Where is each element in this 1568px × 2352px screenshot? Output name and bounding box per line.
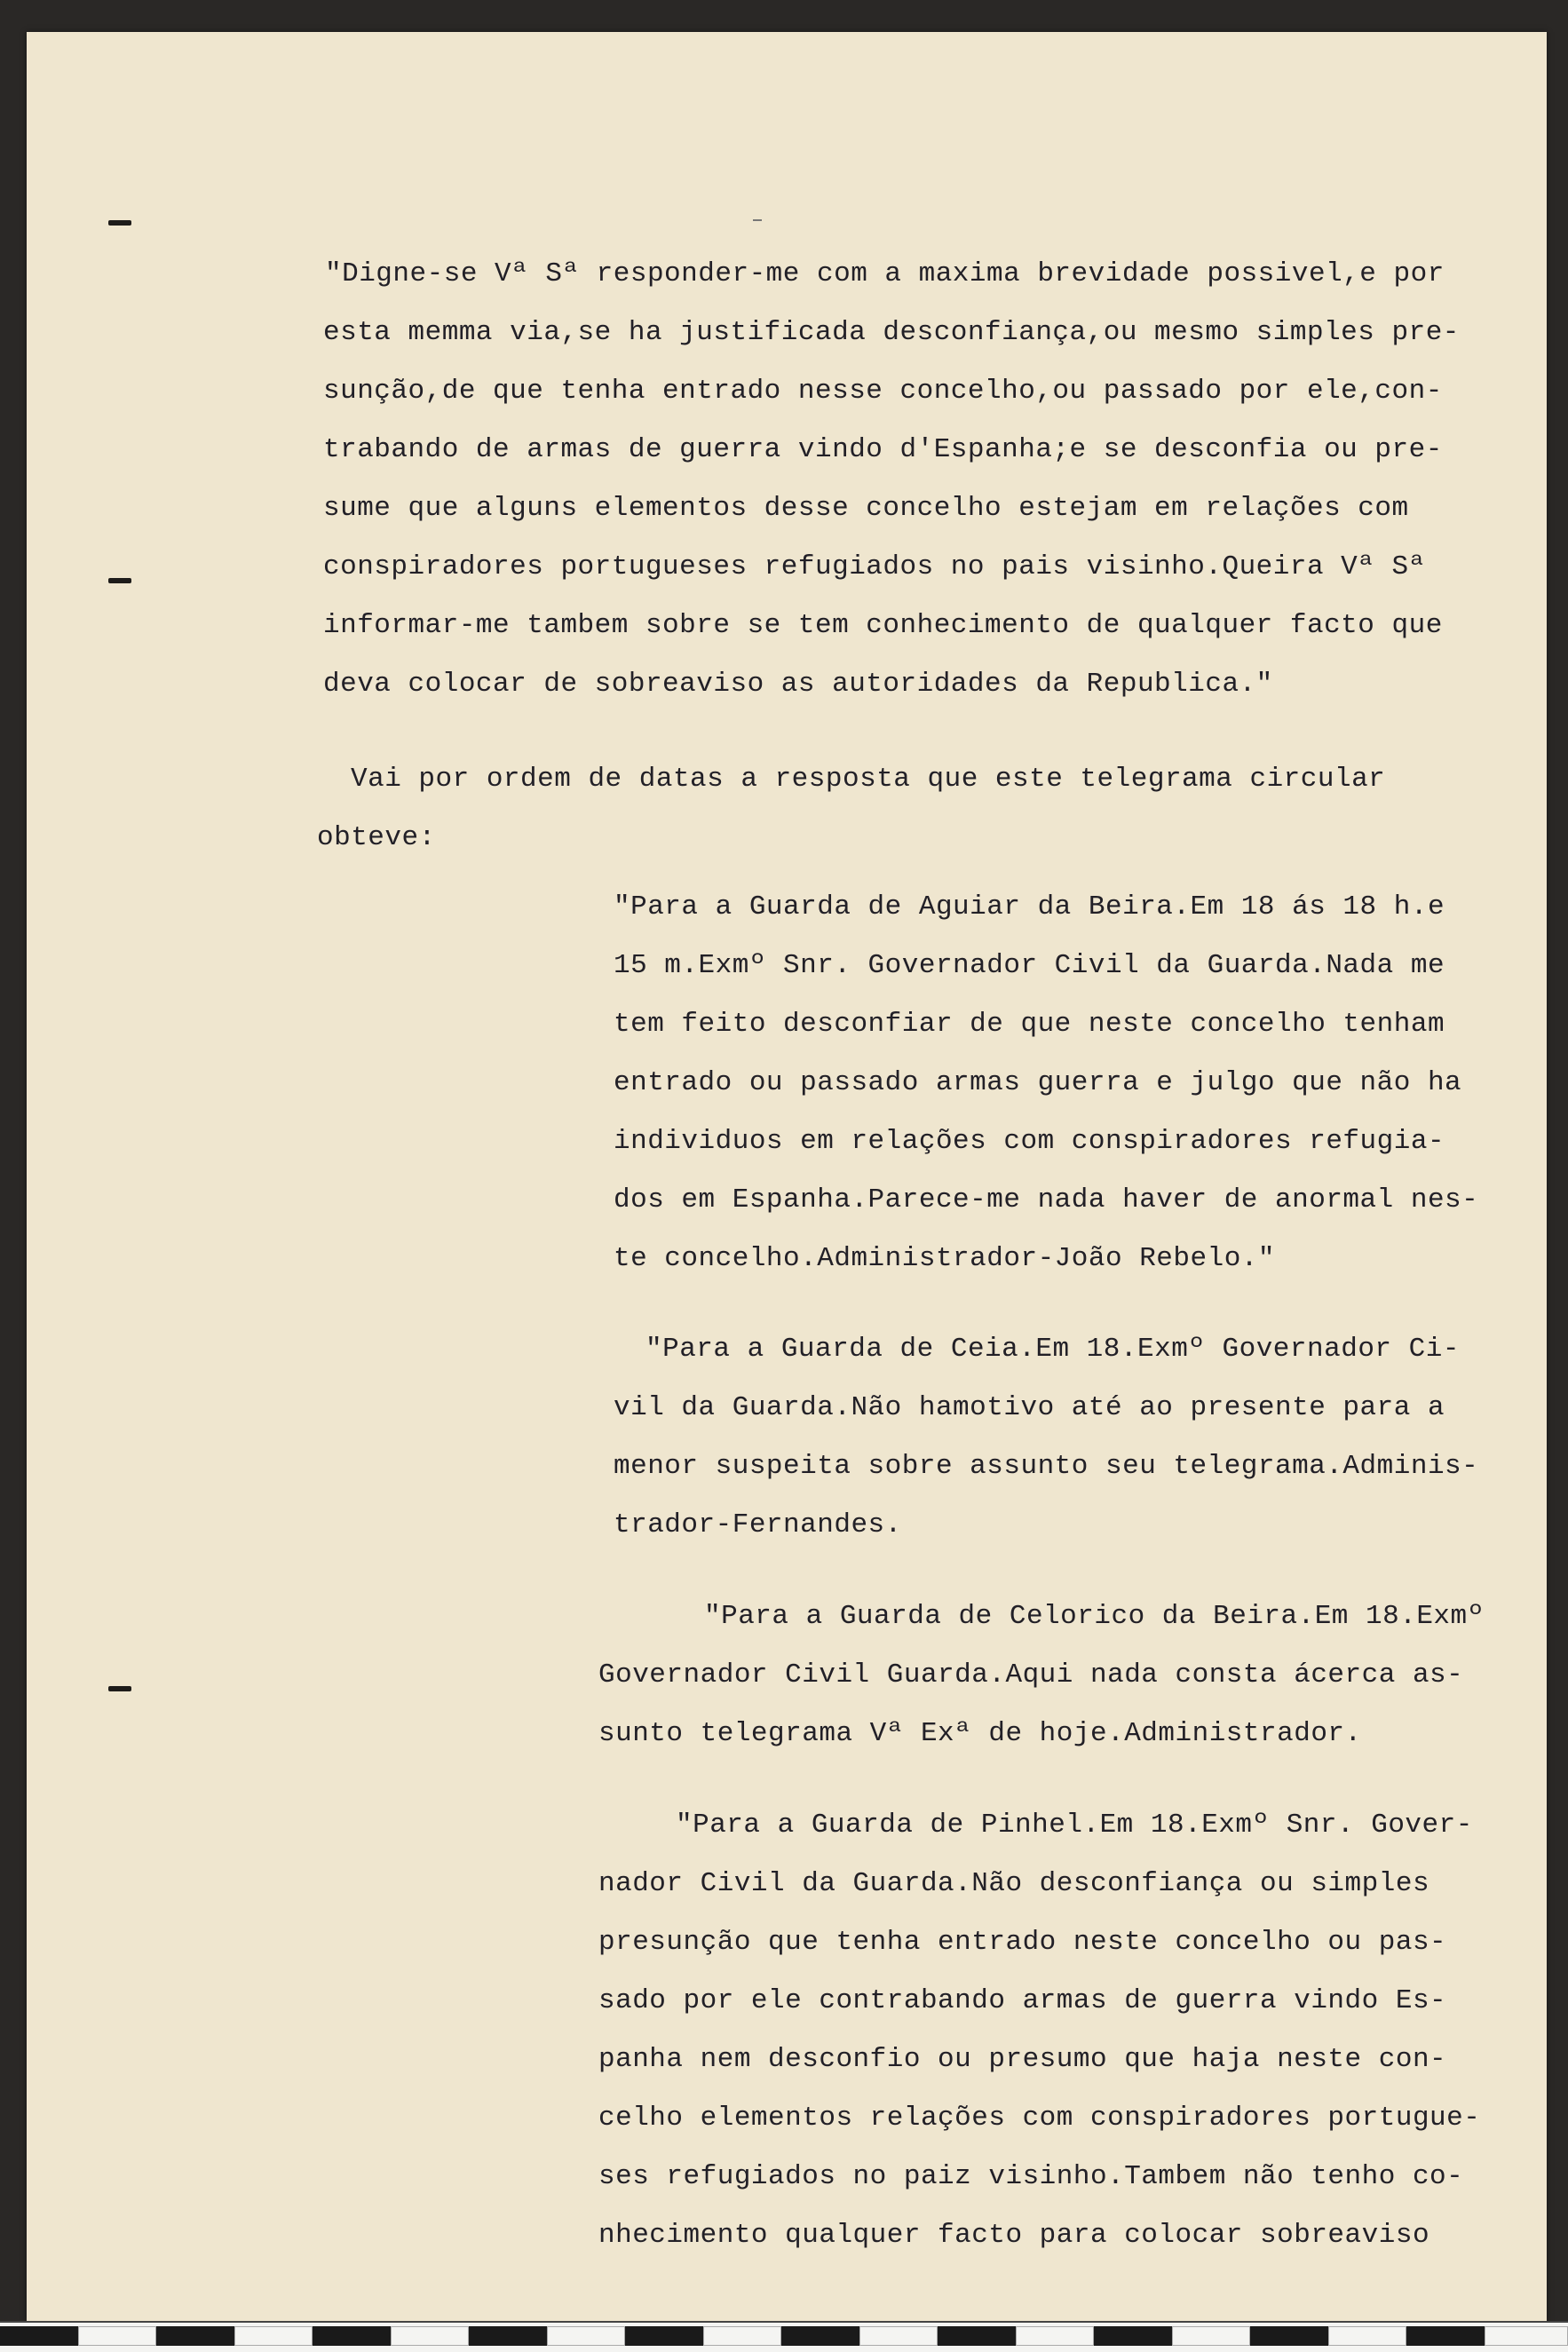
- ruler-segment: [1328, 2326, 1406, 2346]
- text-line: Vai por ordem de datas a resposta que este telegrama circular: [351, 764, 1386, 795]
- ruler-segment: [1485, 2326, 1568, 2346]
- text-line: 15 m.Exmº Snr. Governador Civil da Guarda.Nada me: [614, 950, 1445, 981]
- ruler-segment: [234, 2326, 313, 2346]
- text-line: te concelho.Administrador-João Rebelo.": [614, 1243, 1276, 1274]
- ruler-segment: [859, 2326, 938, 2346]
- text-line: trabando de armas de guerra vindo d'Espanha;e se desconfia ou pre-: [323, 434, 1443, 465]
- text-line: obteve:: [317, 822, 436, 853]
- ruler-segment: [1406, 2326, 1485, 2346]
- text-line: nhecimento qualquer facto para colocar sobreaviso: [598, 2220, 1430, 2251]
- text-line: trador-Fernandes.: [614, 1509, 902, 1540]
- ruler-segment: [703, 2326, 781, 2346]
- text-line: panha nem desconfio ou presumo que haja neste con-: [598, 2044, 1447, 2075]
- ruler-segment: [1250, 2326, 1328, 2346]
- ruler-segment: [1094, 2326, 1172, 2346]
- text-line: ses refugiados no paiz visinho.Tambem não tenho co-: [598, 2161, 1464, 2192]
- text-line: informar-me tambem sobre se tem conhecimento de qualquer facto que: [323, 610, 1443, 641]
- text-line: conspiradores portugueses refugiados no pais visinho.Queira Vª Sª: [323, 551, 1426, 582]
- ruler-segment: [781, 2326, 859, 2346]
- ruler-segment: [938, 2326, 1016, 2346]
- text-line: dos em Espanha.Parece-me nada haver de anormal nes-: [614, 1184, 1479, 1216]
- ruler-segment: [547, 2326, 625, 2346]
- text-line: deva colocar de sobreaviso as autoridades da Republica.": [323, 669, 1273, 700]
- text-line: nador Civil da Guarda.Não desconfiança ou simples: [598, 1868, 1430, 1899]
- typed-letter-body: [27, 32, 1547, 2323]
- text-line: individuos em relações com conspiradores refugia-: [614, 1126, 1445, 1157]
- text-line: tem feito desconfiar de que neste concelho tenham: [614, 1009, 1445, 1040]
- text-line: sunção,de que tenha entrado nesse concelho,ou passado por ele,con-: [323, 376, 1443, 407]
- ruler-segment: [78, 2326, 156, 2346]
- text-line: sume que alguns elementos desse concelho estejam em relações com: [323, 493, 1409, 524]
- text-line: presunção que tenha entrado neste concelho ou pas-: [598, 1927, 1447, 1958]
- ruler-segment: [1016, 2326, 1094, 2346]
- text-line: menor suspeita sobre assunto seu telegrama.Adminis-: [614, 1451, 1479, 1482]
- ruler-segment: [1172, 2326, 1250, 2346]
- ruler-segment: [0, 2326, 78, 2346]
- text-line: Governador Civil Guarda.Aqui nada consta ácerca as-: [598, 1659, 1464, 1691]
- text-line: "Para a Guarda de Pinhel.Em 18.Exmº Snr. Gover-: [676, 1810, 1473, 1841]
- ruler-segment: [625, 2326, 703, 2346]
- text-line: vil da Guarda.Não hamotivo até ao presente para a: [614, 1392, 1445, 1423]
- text-line: esta memma via,se ha justificada desconfiança,ou mesmo simples pre-: [323, 317, 1460, 348]
- scale-ruler: [0, 2321, 1568, 2352]
- ruler-segment: [469, 2326, 547, 2346]
- text-line: celho elementos relações com conspiradores portugue-: [598, 2103, 1481, 2134]
- text-line: "Para a Guarda de Aguiar da Beira.Em 18 ás 18 h.e: [614, 891, 1445, 923]
- text-line: "Para a Guarda de Celorico da Beira.Em 18.Exmº: [704, 1601, 1485, 1632]
- ruler-segment: [156, 2326, 234, 2346]
- text-line: entrado ou passado armas guerra e julgo que não ha: [614, 1067, 1462, 1098]
- text-line: sunto telegrama Vª Exª de hoje.Administrador.: [598, 1718, 1362, 1749]
- document-page: [27, 32, 1547, 2323]
- text-line: "Para a Guarda de Ceia.Em 18.Exmº Governador Ci-: [645, 1334, 1460, 1365]
- ruler-segment: [391, 2326, 469, 2346]
- text-line: "Digne-se Vª Sª responder-me com a maxima brevidade possivel,e por: [325, 258, 1445, 289]
- ruler-segment: [313, 2326, 391, 2346]
- text-line: sado por ele contrabando armas de guerra vindo Es-: [598, 1985, 1447, 2016]
